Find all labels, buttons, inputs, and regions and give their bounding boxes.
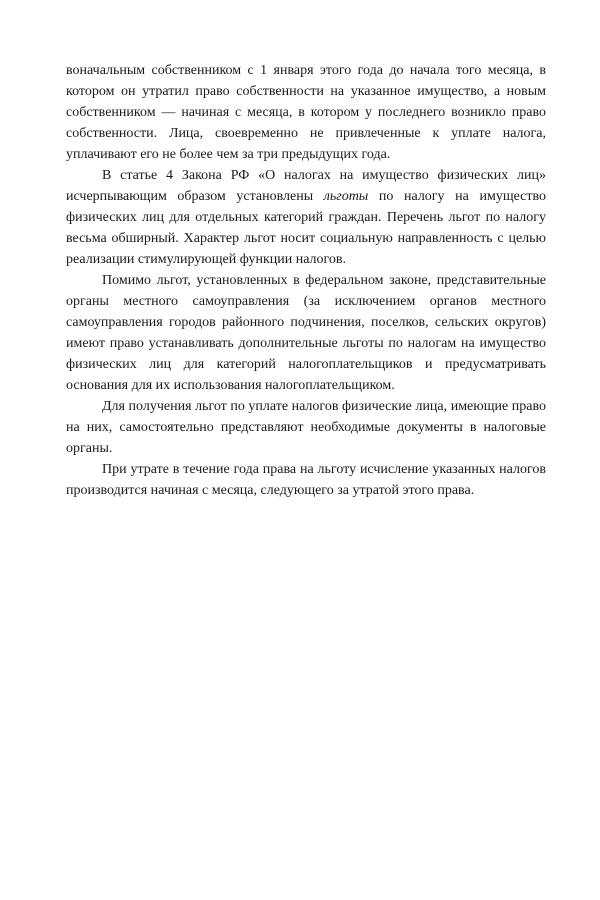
paragraph-continuation: воначальным собственником с 1 января этого года до начала того месяца, в котором он утратил право собственности на указанное имущество, а новым собственником — начиная с месяца, в котором у последнего возникло право собственности. Лица, своевременно не привлеченные к уплате налога, уплачивают его не более чем за три предыдущих года. [66, 63, 546, 162]
paragraph-law-article-4 [66, 165, 546, 270]
emphasized-term: льготы [323, 189, 369, 204]
paragraph-local-benefits: Помимо льгот, установленных в федеральном законе, представительные органы местного самоуправления (за исключением органов местного самоуправления городов районного подчинения, поселков, сельских округов) имеют право устанавливать дополнительные льготы по налогам на имущество физических лиц для категорий налогоплательщиков и предусматривать основания для их использования налогоплательщиком. [66, 273, 546, 393]
paragraph-obtaining-benefits: Для получения льгот по уплате налогов физические лица, имеющие право на них, самостоятельно представляют необходимые документы в налоговые органы. [66, 399, 546, 456]
paragraph-text-after-emphasis: по налогу на имущество физических лиц для отдельных категорий граждан. Перечень льгот по налогу весьма обширный. Характер льгот носит социальную направленность с целью реализации стимулирующей функции налогов. [66, 189, 547, 267]
paragraph-loss-of-benefit: При утрате в течение года права на льготу исчисление указанных налогов производится начиная с месяца, следующего за утратой этого права. [66, 462, 546, 498]
paragraph-text-before-emphasis: В статье 4 Закона РФ «О налогах на имущество физических лиц» исчерпывающим образом установлены [66, 168, 546, 204]
document-page [66, 60, 546, 501]
